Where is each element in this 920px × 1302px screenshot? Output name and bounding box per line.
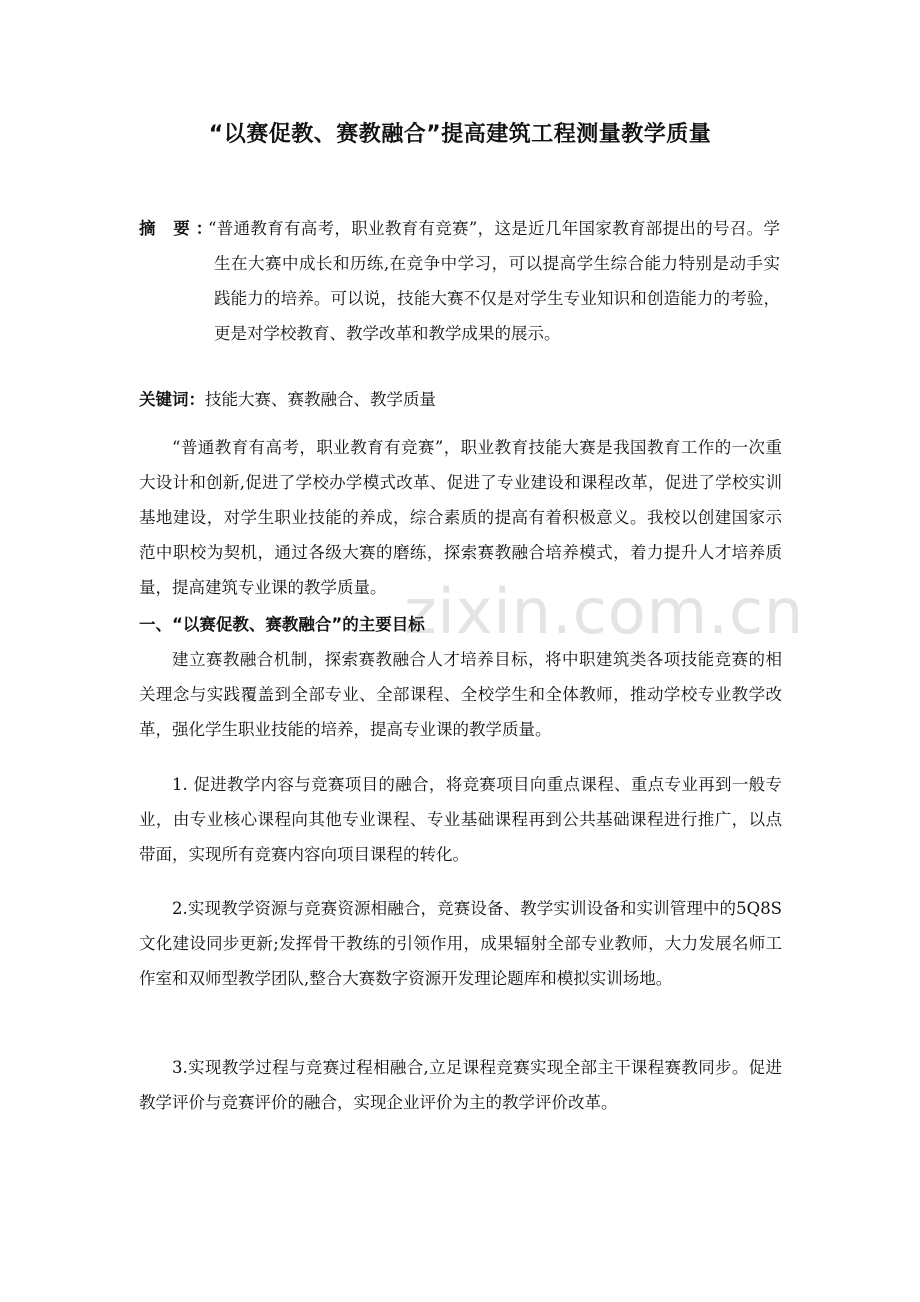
abstract-body: “普通教育有高考，职业教育有竞赛”，这是近几年国家教育部提出的号召。学生在大赛中成长和历练,在竞争中学习，可以提高学生综合能力特别是动手实践能力的培养。可以说，技能大赛不仅是对学生专业知识和创造能力的考验，更是对学校教育、教学改革和教学成果的展示。 xyxy=(208,219,780,343)
keywords-label: 关键词： xyxy=(139,390,205,409)
list-item-1: 1. 促进教学内容与竞赛项目的融合，将竞赛项目向重点课程、重点专业再到一般专业，由专业核心课程向其他专业课程、专业基础课程再到公共基础课程进行推广，以点带面，实现所有竞赛内容向项目课程的转化。 xyxy=(139,775,782,864)
abstract-label: 摘 要： xyxy=(139,219,219,238)
list-item-3: 3.实现教学过程与竞赛过程相融合,立足课程竞赛实现全部主干课程赛教同步。促进教学评价与竞赛评价的融合，实现企业评价为主的教学评价改革。 xyxy=(139,1058,782,1112)
section-paragraph: 建立赛教融合机制，探索赛教融合人才培养目标，将中职建筑类各项技能竞赛的相关理念与实践覆盖到全部专业、全部课程、全校学生和全体教师，推动学校专业教学改革，强化学生职业技能的培养，提高专业课的教学质量。 xyxy=(139,650,782,739)
keywords-text: 技能大赛、赛教融合、教学质量 xyxy=(205,390,436,409)
page-title: “以赛促教、赛教融合”提高建筑工程测量教学质量 xyxy=(208,122,712,147)
section-heading: 一、“以赛促教、赛教融合”的主要目标 xyxy=(139,615,425,634)
abstract-text xyxy=(208,211,780,351)
keywords-line xyxy=(139,382,436,417)
watermark: zixin.com.cn xyxy=(404,575,805,648)
intro-paragraph: “普通教育有高考，职业教育有竞赛”，职业教育技能大赛是我国教育工作的一次重大设计和创新,促进了学校办学模式改革、促进了专业建设和课程改革，促进了学校实训基地建设，对学生职业技能的养成，综合素质的提高有着积极意义。我校以创建国家示范中职校为契机，通过各级大赛的磨练，探索赛教融合培养模式，着力提升人才培养质量，提高建筑专业课的教学质量。 xyxy=(139,438,782,597)
list-item-2: 2.实现教学资源与竞赛资源相融合，竞赛设备、教学实训设备和实训管理中的5Q8S文化建设同步更新;发挥骨干教练的引领作用，成果辐射全部专业教师，大力发展名师工作室和双师型教学团队,整合大赛数字资源开发理论题库和模拟实训场地。 xyxy=(139,899,782,988)
